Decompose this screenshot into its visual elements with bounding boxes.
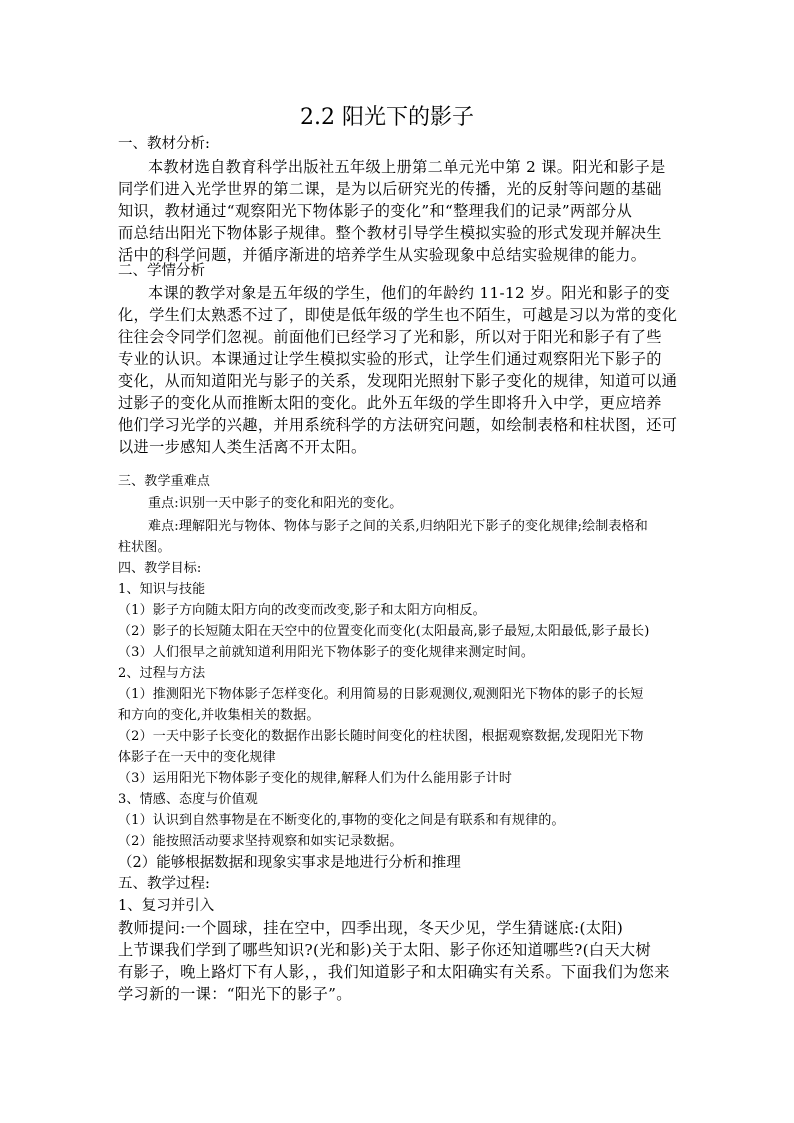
paragraph-line: 有影子，晚上路灯下有人影，，我们知道影子和太阳确实有关系。下面我们为您来: [118, 963, 670, 981]
objective-line: （2）能够根据数据和现象实事求是地进行分析和推理: [118, 855, 461, 871]
paragraph-line: 知识，教材通过“观察阳光下物体影子的变化”和“整理我们的记录”两部分从: [118, 202, 633, 220]
subheading-knowledge: 1、知识与技能: [118, 582, 206, 597]
page-title: 2.2 阳光下的影子: [300, 105, 474, 130]
section-heading-learners: 二、学情分析: [118, 263, 205, 279]
paragraph-line: 他们学习光学的兴趣，并用系统科学的方法研究问题，如绘制表格和柱状图，还可: [118, 416, 678, 434]
difficult-point-line: 柱状图。: [118, 540, 171, 555]
objective-line: （2）影子的长短随太阳在天空中的位置变化而变化(太阳最高,影子最短,太阳最低,影子最长): [118, 624, 650, 639]
subheading-process: 2、过程与方法: [118, 666, 206, 681]
subheading-attitude: 3、情感、态度与价值观: [118, 792, 258, 807]
section-heading-key-points: 三、教学重难点: [118, 474, 211, 489]
objective-line: （2）一天中影子长变化的数据作出影长随时间变化的柱状图，根据观察数据,发现阳光下物: [118, 729, 644, 744]
paragraph-line: 本课的教学对象是五年级的学生，他们的年龄约 11-12 岁。阳光和影子的变: [148, 284, 671, 302]
paragraph-line: 学习新的一课：“阳光下的影子”。: [118, 985, 352, 1003]
section-heading-process: 五、教学过程:: [118, 876, 210, 892]
paragraph-line: 化，学生们太熟悉不过了，即使是低年级的学生也不陌生，可越是习以为常的变化: [118, 306, 678, 324]
paragraph-line: 变化，从而知道阳光与影子的关系，发现阳光照射下影子变化的规律，知道可以通: [118, 372, 678, 390]
objective-line: （1）推测阳光下物体影子怎样变化。利用简易的日影观测仪,观测阳光下物体的影子的长短: [118, 687, 644, 702]
paragraph-line: 教师提问:一个圆球，挂在空中，四季出现，冬天少见，学生猜谜底:(太阳): [118, 919, 624, 937]
objective-line: （1）认识到自然事物是在不断变化的,事物的变化之间是有联系和有规律的。: [118, 813, 565, 828]
paragraph-line: 同学们进入光学世界的第二课，是为以后研究光的传播，光的反射等问题的基础: [118, 180, 662, 198]
paragraph-line: 本教材选自教育科学出版社五年级上册第二单元光中第 2 课。阳光和影子是: [148, 158, 666, 176]
paragraph-line: 而总结出阳光下物体影子规律。整个教材引导学生模拟实验的形式发现并解决生: [118, 224, 662, 242]
objective-line: （1）影子方向随太阳方向的改变而改变,影子和太阳方向相反。: [118, 603, 486, 618]
objective-line: 和方向的变化,并收集相关的数据。: [118, 708, 320, 723]
paragraph-line: 活中的科学问题，并循序渐进的培养学生从实验现象中总结实验规律的能力。: [118, 246, 647, 264]
section-heading-objectives: 四、教学目标:: [118, 561, 202, 576]
key-point-line: 重点:识别一天中影子的变化和阳光的变化。: [148, 496, 403, 511]
difficult-point-line: 难点:理解阳光与物体、物体与影子之间的关系,归纳阳光下影子的变化规律;绘制表格和: [148, 519, 648, 534]
paragraph-line: 专业的认识。本课通过让学生模拟实验的形式，让学生们通过观察阳光下影子的: [118, 350, 662, 368]
objective-line: （2）能按照活动要求坚持观察和如实记录数据。: [118, 834, 403, 849]
paragraph-line: 以进一步感知人类生活离不开太阳。: [118, 438, 367, 456]
section-heading-analysis: 一、教材分析:: [118, 136, 210, 152]
objective-line: （3）人们很早之前就知道利用阳光下物体影子的变化规律来测定时间。: [118, 645, 535, 660]
paragraph-line: 往往会令同学们忽视。前面他们已经学习了光和影，所以对于阳光和影子有了些: [118, 328, 662, 346]
paragraph-line: 上节课我们学到了哪些知识?(光和影)关于太阳、影子你还知道哪些?(白天大树: [118, 941, 652, 959]
objective-line: 体影子在一天中的变化规律: [118, 750, 276, 765]
objective-line: （3）运用阳光下物体影子变化的规律,解释人们为什么能用影子计时: [118, 771, 513, 786]
paragraph-line: 过影子的变化从而推断太阳的变化。此外五年级的学生即将升入中学，更应培养: [118, 394, 662, 412]
subheading-review: 1、复习并引入: [118, 898, 215, 914]
